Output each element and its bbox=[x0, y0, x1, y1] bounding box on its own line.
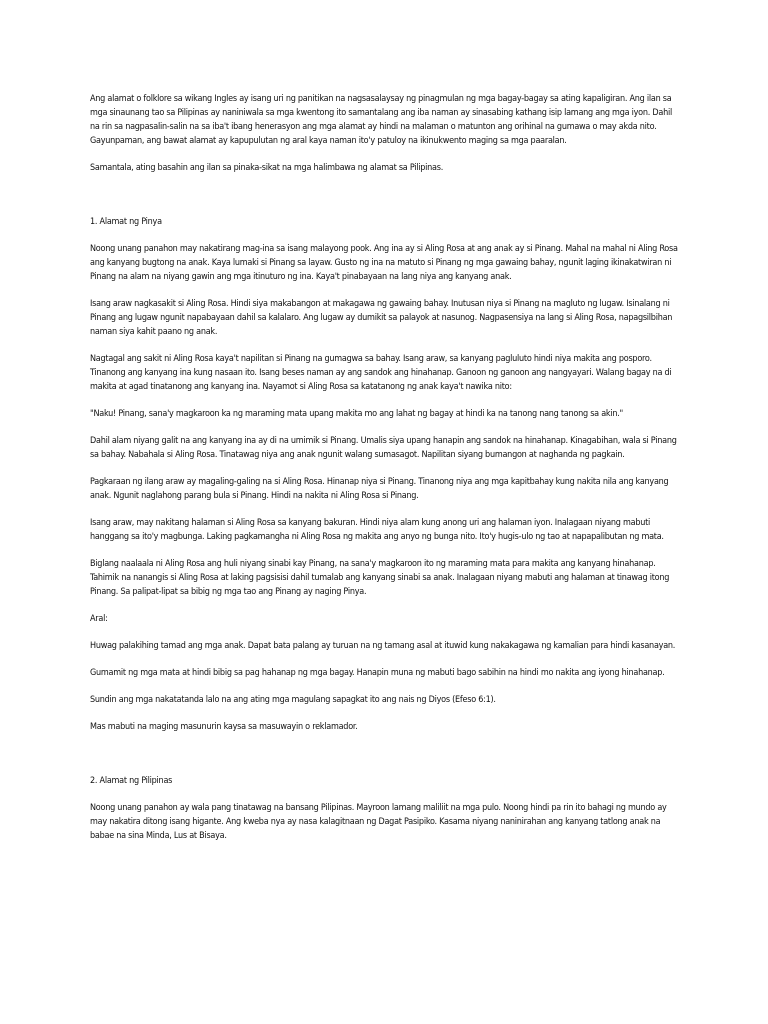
section-1-quote: "Naku! Pinang, sana'y magkaroon ka ng maraming mata upang makita mo ang lahat ng bagay at hindi ka na tanong nang tanong sa akin." bbox=[90, 409, 624, 419]
section-2-paragraph-1: Noong unang panahon ay wala pang tinatawag na bansang Pilipinas. Mayroon lamang maliliit na mga pulo. Noong hindi pa rin ito bahagi ng mundo ay may nakatira ditong isang higante. Ang kweba nya ay nasa kalagitnaan ng Dagat Pasipiko. Kasama niyang naninirahan ang kanyang tatlong anak na babae na sina Minda, Lus at Bisaya. bbox=[90, 803, 667, 841]
section-1-title: 1. Alamat ng Pinya bbox=[90, 217, 162, 227]
section-1-paragraph-1: Noong unang panahon may nakatirang mag-ina sa isang malayong pook. Ang ina ay si Aling Rosa at ang anak ay si Pinang. Mahal na mahal ni Aling Rosa ang kanyang bugtong na anak. Kaya lumaki si Pinang sa layaw. Gusto ng ina na matuto si Pinang ng mga gawaing bahay, ngunit laging ikinakatwiran ni Pinang na alam na niyang gawin ang mga itinuturo ng ina. Kaya't pinabayaan na lang niya ang kanyang anak. bbox=[90, 244, 678, 282]
section-1-paragraph-8: Biglang naalaala ni Aling Rosa ang huli niyang sinabi kay Pinang, na sana'y magkaroon ito ng maraming mata para makita ang kanyang hinahanap. Tahimik na nanangis si Aling Rosa at laking pagsisisi dahil tumalab ang kanyang sinabi sa anak. Inalagaan niyang mabuti ang halaman at tinawag itong Pinang. Sa palipat-lipat sa bibig ng mga tao ang Pinang ay naging Pinya. bbox=[90, 559, 670, 597]
aral-item-3: Sundin ang mga nakatatanda lalo na ang ating mga magulang sapagkat ito ang nais ng Diyos (Efeso 6:1). bbox=[90, 695, 496, 705]
section-1-paragraph-6: Pagkaraan ng ilang araw ay magaling-galing na si Aling Rosa. Hinanap niya si Pinang. Tinanong niya ang mga kapitbahay kung nakita nila ang kanyang anak. Ngunit naglahong parang bula si Pinang. Hindi na nakita ni Aling Rosa si Pinang. bbox=[90, 477, 669, 501]
section-1-paragraph-7: Isang araw, may nakitang halaman si Aling Rosa sa kanyang bakuran. Hindi niya alam kung anong uri ang halaman iyon. Inalagaan niyang mabuti hanggang sa ito'y magbunga. Laking pagkamangha ni Aling Rosa ng makita ang anyo ng bunga nito. Ito'y hugis-ulo ng tao at napapalibutan ng mata. bbox=[90, 518, 664, 542]
aral-item-2: Gumamit ng mga mata at hindi bibig sa pag hahanap ng mga bagay. Hanapin muna ng mabuti bago sabihin na hindi mo nakita ang iyong hinahanap. bbox=[90, 668, 665, 678]
aral-item-4: Mas mabuti na maging masunurin kaysa sa masuwayin o reklamador. bbox=[90, 722, 358, 732]
intro-paragraph-2: Samantala, ating basahin ang ilan sa pinaka-sikat na mga halimbawa ng alamat sa Pilipinas. bbox=[90, 163, 444, 173]
section-1-paragraph-2: Isang araw nagkasakit si Aling Rosa. Hindi siya makabangon at makagawa ng gawaing bahay. Inutusan niya si Pinang na magluto ng lugaw. Isinalang ni Pinang ang lugaw ngunit napabayaan dahil sa kalalaro. Ang lugaw ay dumikit sa palayok at nasunog. Nagpasensiya na lang si Aling Rosa, napagsilbihan naman siya kahit paano ng anak. bbox=[90, 299, 673, 337]
section-2-title: 2. Alamat ng Pilipinas bbox=[90, 776, 173, 786]
section-1-paragraph-3: Nagtagal ang sakit ni Aling Rosa kaya't napilitan si Pinang na gumagwa sa bahay. Isang araw, sa kanyang pagluluto hindi niya makita ang posporo. Tinanong ang kanyang ina kung nasaan ito. Isang beses naman ay ang sandok ang hinahanap. Ganoon ng ganoon ang nangyayari. Walang bagay na di makita at agad tinatanong ang kanyang ina. Nayamot si Aling Rosa sa katatanong ng anak kaya't nawika nito: bbox=[90, 354, 672, 392]
aral-label: Aral: bbox=[90, 614, 108, 624]
aral-item-1: Huwag palakihing tamad ang mga anak. Dapat bata palang ay turuan na ng tamang asal at ituwid kung nakakagawa ng kamalian para hindi kasanayan. bbox=[90, 641, 676, 651]
intro-paragraph-1: Ang alamat o folklore sa wikang Ingles ay isang uri ng panitikan na nagsasalaysay ng pinagmulan ng mga bagay-bagay sa ating kapaligiran. Ang ilan sa mga sinaunang tao sa Pilipinas ay naniniwala sa mga kwentong ito samantalang ang iba naman ay sinasabing kathang isip lamang ang mga iyon. Dahil na rin sa nagpasalin-salin na sa iba't ibang henerasyon ang mga alamat ay hindi na malaman o matunton ang orihinal na gumawa o may akda nito. Gayunpaman, ang bawat alamat ay kapupulutan ng aral kaya naman ito'y patuloy na ikinukwento maging sa mga paaralan. bbox=[90, 94, 672, 146]
document-page bbox=[90, 92, 682, 856]
section-1-paragraph-5: Dahil alam niyang galit na ang kanyang ina ay di na umimik si Pinang. Umalis siya upang hanapin ang sandok na hinahanap. Kinagabihan, wala si Pinang sa bahay. Nabahala si Aling Rosa. Tinatawag niya ang anak ngunit walang sumasagot. Napilitan siyang bumangon at naghanda ng pagkain. bbox=[90, 436, 677, 460]
